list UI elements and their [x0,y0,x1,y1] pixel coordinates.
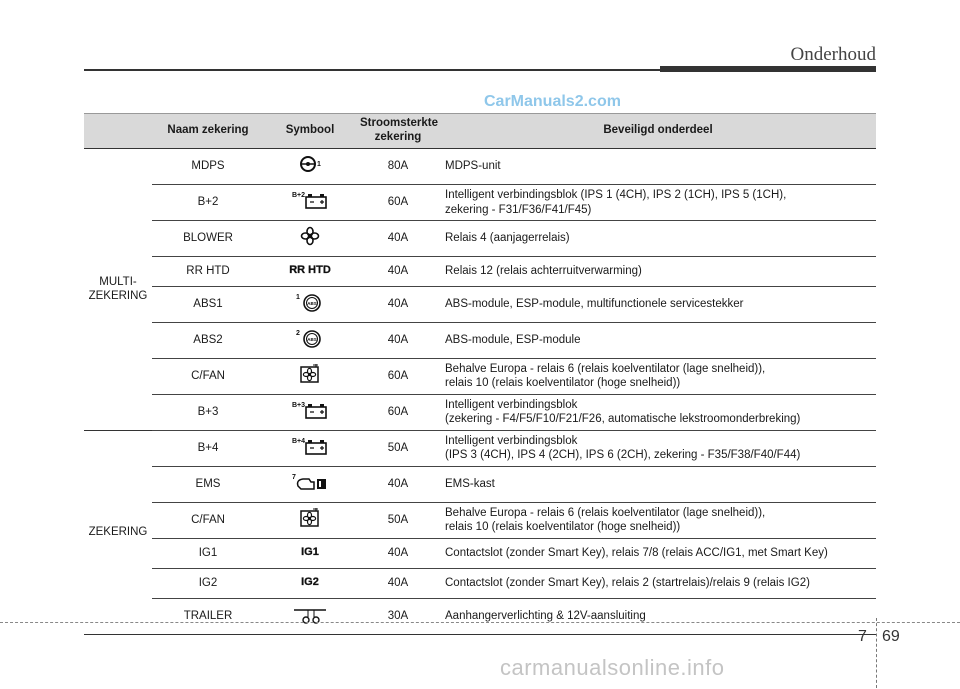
table-row [84,568,876,598]
chapter-number: 7 [858,628,867,645]
fuse-symbol-cell [264,598,356,634]
fuse-amperage: 40A [356,221,440,257]
watermark-bottom: carmanualsonline.info [500,655,725,680]
fan-icon [280,226,340,246]
fuse-protected-part: Behalve Europa - relais 6 (relais koelventilator (lage snelheid)), relais 10 (relais koelventilator (hoge snelheid)) [440,358,876,394]
table-row [84,286,876,322]
battery-4-icon [280,436,340,456]
trailer-icon [280,604,340,624]
svg-text:IG1: IG1 [301,545,319,558]
fuse-amperage: 80A [356,149,440,185]
column-header-name: Naam zekering [152,114,264,149]
fuse-protected-part: MDPS-unit [440,149,876,185]
svg-text:B+4: B+4 [292,437,306,445]
table-row [84,149,876,185]
table-row [84,430,876,466]
fuse-name: C/FAN [152,358,264,394]
fuse-amperage: 40A [356,466,440,502]
table-row [84,322,876,358]
symbol-label [280,259,340,279]
fuse-amperage: 40A [356,257,440,287]
fuse-protected-part: ABS-module, ESP-module [440,322,876,358]
fuse-name: RR HTD [152,257,264,287]
abs-1-icon [280,292,340,312]
table-row [84,185,876,221]
cooling-fan-icon [280,508,340,528]
fuse-protected-part: Intelligent verbindingsblok (IPS 3 (4CH), IPS 4 (2CH), IPS 6 (2CH), zekering - F35/F38/F40/F44) [440,430,876,466]
fuse-amperage: 40A [356,322,440,358]
svg-text:7: 7 [292,473,296,481]
svg-text:IG2: IG2 [301,575,319,588]
fuse-amperage: 50A [356,430,440,466]
fuse-amperage: 40A [356,538,440,568]
fuse-protected-part: Intelligent verbindingsblok (zekering - F4/F5/F10/F21/F26, automatische lekstroomonderbreking) [440,394,876,430]
symbol-label [280,541,340,561]
svg-text:B+3: B+3 [292,401,306,409]
column-header-amperage: Stroomsterkte zekering [356,114,440,149]
fuse-name: IG1 [152,538,264,568]
table-row [84,502,876,538]
fuse-name: B+3 [152,394,264,430]
fuse-amperage: 60A [356,358,440,394]
fuse-name: C/FAN [152,502,264,538]
fuse-amperage: 40A [356,568,440,598]
page-number: 69 [882,628,900,645]
steering-wheel-icon [280,154,340,174]
fuse-table [84,113,876,635]
fuse-name: IG2 [152,568,264,598]
fuse-name: ABS2 [152,322,264,358]
chapter-title: Onderhoud [790,44,876,65]
svg-text:ABS: ABS [307,336,317,342]
fuse-symbol-cell [264,430,356,466]
column-header-symbol: Symbool [264,114,356,149]
table-row [84,598,876,634]
fuse-symbol-cell [264,568,356,598]
fuse-group-label: ZEKERING [84,430,152,634]
fuse-amperage: 40A [356,286,440,322]
svg-text:1: 1 [317,161,321,169]
table-row [84,358,876,394]
fuse-protected-part: Aanhangerverlichting & 12V-aansluiting [440,598,876,634]
fuse-name: TRAILER [152,598,264,634]
fuse-symbol-cell [264,466,356,502]
fuse-symbol-cell [264,502,356,538]
fuse-symbol-cell [264,257,356,287]
table-row [84,394,876,430]
header-rule [84,69,660,71]
fuse-protected-part: Intelligent verbindingsblok (IPS 1 (4CH), IPS 2 (1CH), IPS 5 (1CH), zekering - F31/F36/F41/F45) [440,185,876,221]
fuse-name: EMS [152,466,264,502]
fuse-amperage: 50A [356,502,440,538]
svg-text:ABS: ABS [307,300,317,306]
svg-text:2: 2 [296,329,300,337]
table-row [84,466,876,502]
column-header-group [84,114,152,149]
table-header-row [84,114,876,149]
battery-2-icon [280,190,340,210]
fuse-amperage: 60A [356,185,440,221]
fuse-protected-part: ABS-module, ESP-module, multifunctionele servicestekker [440,286,876,322]
svg-text:1: 1 [296,293,300,301]
fuse-protected-part: Relais 4 (aanjagerrelais) [440,221,876,257]
fuse-protected-part: Contactslot (zonder Smart Key), relais 7/8 (relais ACC/IG1, met Smart Key) [440,538,876,568]
fuse-name: MDPS [152,149,264,185]
fuse-protected-part: Behalve Europa - relais 6 (relais koelventilator (lage snelheid)), relais 10 (relais koelventilator (hoge snelheid)) [440,502,876,538]
svg-text:B+2: B+2 [292,192,306,200]
fuse-protected-part: EMS-kast [440,466,876,502]
fuse-symbol-cell [264,221,356,257]
fuse-group-label: MULTI- ZEKERING [84,149,152,431]
cooling-fan-icon [280,364,340,384]
fuse-name: ABS1 [152,286,264,322]
engine-icon [280,472,340,492]
fuse-name: B+4 [152,430,264,466]
footer-dashed-rule [0,622,960,623]
table-row [84,538,876,568]
fuse-amperage: 60A [356,394,440,430]
fuse-name: BLOWER [152,221,264,257]
table-row [84,221,876,257]
abs-2-icon [280,328,340,348]
fuse-name: B+2 [152,185,264,221]
fuse-symbol-cell [264,322,356,358]
symbol-label [280,571,340,591]
svg-text:RR HTD: RR HTD [289,264,331,276]
page-number-divider [876,618,877,688]
fuse-symbol-cell [264,286,356,322]
fuse-amperage: 30A [356,598,440,634]
battery-3-icon [280,400,340,420]
column-header-protected-part: Beveiligd onderdeel [440,114,876,149]
watermark-top: CarManuals2.com [484,93,621,110]
fuse-symbol-cell [264,185,356,221]
fuse-symbol-cell [264,358,356,394]
table-row [84,257,876,287]
fuse-protected-part: Relais 12 (relais achterruitverwarming) [440,257,876,287]
header-bar [660,66,876,72]
fuse-symbol-cell [264,394,356,430]
fuse-symbol-cell [264,149,356,185]
fuse-symbol-cell [264,538,356,568]
fuse-protected-part: Contactslot (zonder Smart Key), relais 2 (startrelais)/relais 9 (relais IG2) [440,568,876,598]
